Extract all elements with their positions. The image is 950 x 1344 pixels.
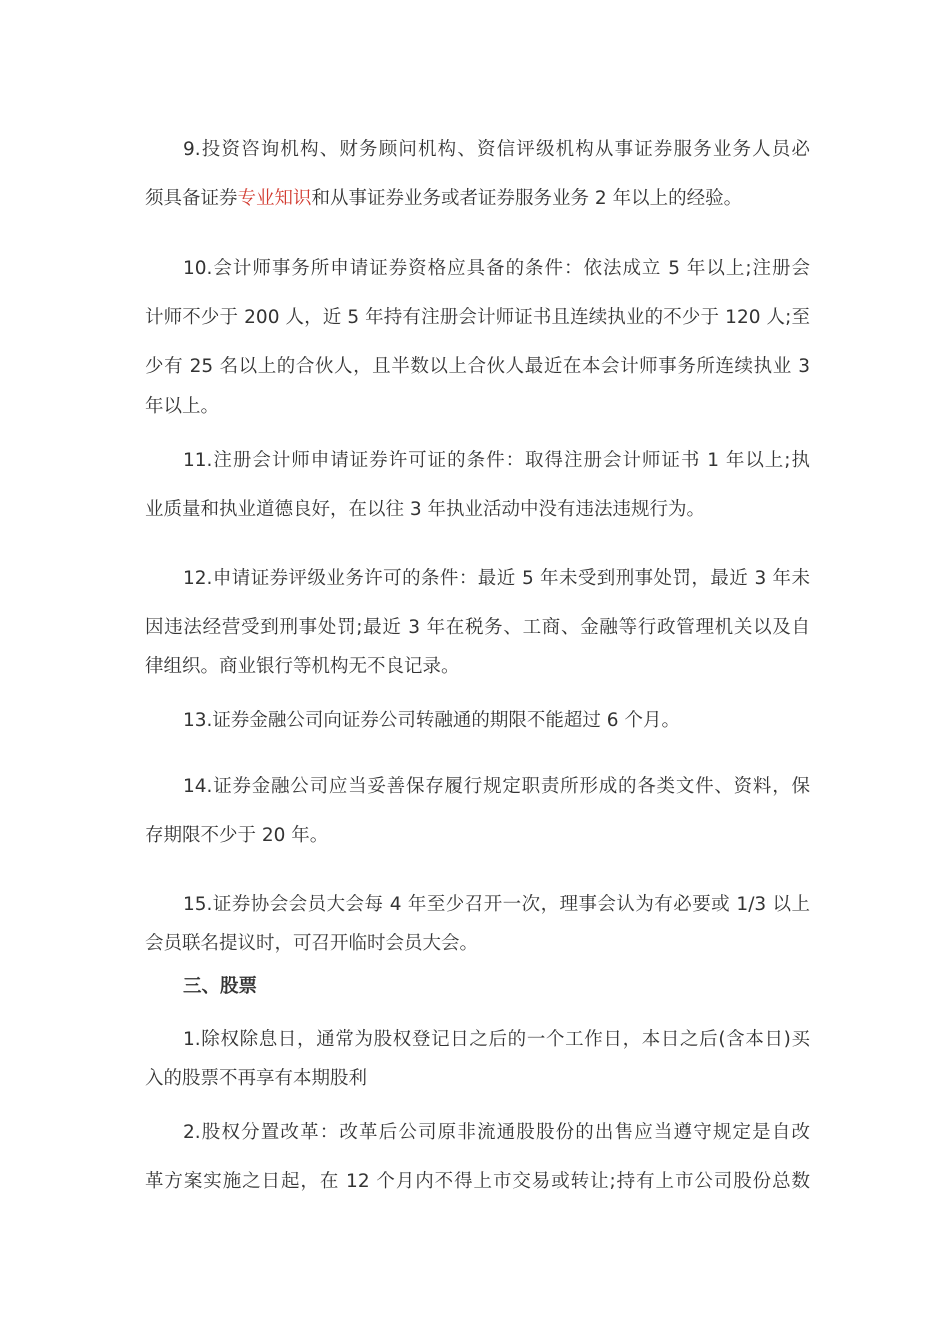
text-line: 13.证券金融公司向证券公司转融通的期限不能超过 6 个月。 [183, 710, 680, 731]
text-line: 入的股票不再享有本期股利 [145, 1068, 368, 1089]
text-line: 9.投资咨询机构、财务顾问机构、资信评级机构从事证券服务业务人员必 [183, 139, 810, 160]
text-line: 业质量和执业道德良好，在以往 3 年执业活动中没有违法违规行为。 [145, 499, 706, 520]
text-line [145, 187, 810, 211]
text-line: 12.申请证券评级业务许可的条件：最近 5 年未受到刑事处罚，最近 3 年未 [183, 568, 810, 589]
keyword-link[interactable]: 专业知识 [237, 188, 312, 209]
text-line: 计师不少于 200 人，近 5 年持有注册会计师证书且连续执业的不少于 120 人;至 [145, 307, 810, 328]
text-line: 革方案实施之日起，在 12 个月内不得上市交易或转让;持有上市公司股份总数 [145, 1171, 810, 1192]
text-line: 年以上。 [145, 396, 220, 417]
text-line: 14.证券金融公司应当妥善保存履行规定职责所形成的各类文件、资料，保 [183, 776, 810, 797]
text-line: 因违法经营受到刑事处罚;最近 3 年在税务、工商、金融等行政管理机关以及自 [145, 617, 810, 638]
text-line: 2.股权分置改革：改革后公司原非流通股股份的出售应当遵守规定是自改 [183, 1122, 810, 1143]
text-span: 须具备证券 [145, 188, 238, 209]
text-line: 少有 25 名以上的合伙人，且半数以上合伙人最近在本会计师事务所连续执业 3 [145, 356, 810, 377]
text-line: 会员联名提议时，可召开临时会员大会。 [145, 933, 479, 954]
text-line: 10.会计师事务所申请证券资格应具备的条件：依法成立 5 年以上;注册会 [183, 258, 810, 279]
text-line: 存期限不少于 20 年。 [145, 825, 329, 846]
text-span: 和从事证券业务或者证券服务业务 2 年以上的经验。 [311, 188, 743, 209]
text-line: 15.证券协会会员大会每 4 年至少召开一次，理事会认为有必要或 1/3 以上 [183, 894, 810, 915]
section-heading: 三、股票 [183, 976, 258, 997]
text-line: 11.注册会计师申请证券许可证的条件：取得注册会计师证书 1 年以上;执 [183, 450, 810, 471]
text-line: 1.除权除息日，通常为股权登记日之后的一个工作日，本日之后(含本日)买 [183, 1029, 810, 1050]
text-line: 律组织。商业银行等机构无不良记录。 [145, 656, 460, 677]
